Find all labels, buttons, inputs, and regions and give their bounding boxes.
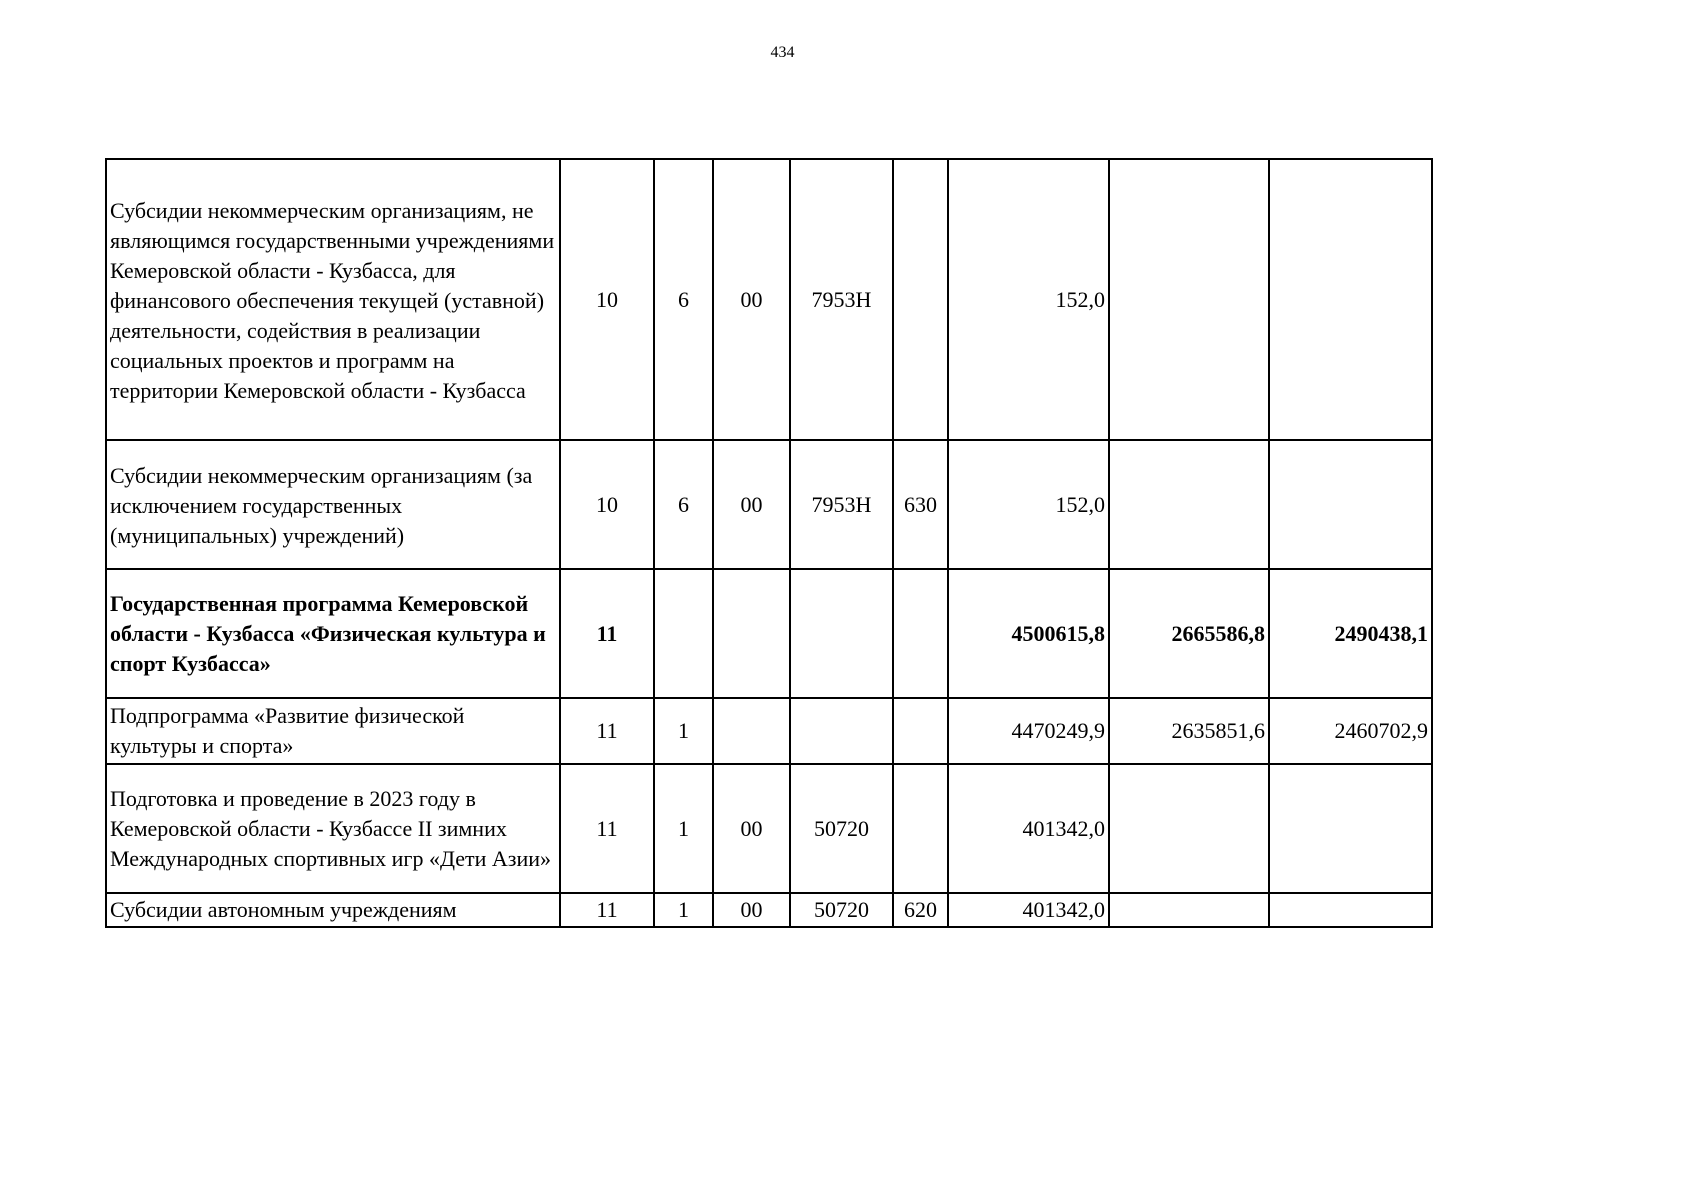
amount-2024-cell xyxy=(1109,893,1269,927)
subprogram-code-cell: 1 xyxy=(654,893,713,927)
table-row xyxy=(106,440,1432,569)
expense-code-cell xyxy=(790,569,893,698)
amount-2025-cell xyxy=(1269,159,1432,440)
page-number: 434 xyxy=(770,44,795,61)
table-row xyxy=(106,569,1432,698)
amount-2024-cell xyxy=(1109,764,1269,893)
expense-type-cell xyxy=(893,159,948,440)
program-code-cell: 11 xyxy=(560,893,654,927)
direction-code-cell: 00 xyxy=(713,159,790,440)
table-row xyxy=(106,159,1432,440)
expense-code-cell: 50720 xyxy=(790,764,893,893)
row-description: Подготовка и проведение в 2023 году в Кемеровской области - Кузбассе II зимних Международных спортивных игр «Дети Азии» xyxy=(106,764,560,893)
expense-code-cell xyxy=(790,698,893,764)
expense-type-cell: 620 xyxy=(893,893,948,927)
table-row xyxy=(106,698,1432,764)
direction-code-cell xyxy=(713,698,790,764)
subprogram-code-cell: 1 xyxy=(654,698,713,764)
row-description: Субсидии некоммерческим организациям (за исключением государственных (муниципальных) учреждений) xyxy=(106,440,560,569)
program-code-cell: 10 xyxy=(560,159,654,440)
subprogram-code-cell: 1 xyxy=(654,764,713,893)
row-description: Субсидии автономным учреждениям xyxy=(106,893,560,927)
direction-code-cell: 00 xyxy=(713,764,790,893)
row-description: Государственная программа Кемеровской области - Кузбасса «Физическая культура и спорт Кузбасса» xyxy=(106,569,560,698)
row-description: Субсидии некоммерческим организациям, не являющимся государственными учреждениями Кемеровской области - Кузбасса, для финансового обеспечения текущей (уставной) деятельности, содействия в реализации социальных проектов и программ на территории Кемеровской области - Кузбасса xyxy=(106,159,560,440)
amount-2023-cell: 152,0 xyxy=(948,440,1109,569)
direction-code-cell xyxy=(713,569,790,698)
program-code-cell: 11 xyxy=(560,569,654,698)
expense-type-cell xyxy=(893,764,948,893)
amount-2025-cell: 2460702,9 xyxy=(1269,698,1432,764)
amount-2025-cell xyxy=(1269,440,1432,569)
amount-2025-cell xyxy=(1269,893,1432,927)
program-code-cell: 11 xyxy=(560,698,654,764)
subprogram-code-cell xyxy=(654,569,713,698)
budget-table xyxy=(105,158,1433,928)
amount-2023-cell: 401342,0 xyxy=(948,893,1109,927)
amount-2024-cell xyxy=(1109,440,1269,569)
direction-code-cell: 00 xyxy=(713,893,790,927)
table-row xyxy=(106,893,1432,927)
program-code-cell: 11 xyxy=(560,764,654,893)
direction-code-cell: 00 xyxy=(713,440,790,569)
expense-code-cell: 7953Н xyxy=(790,440,893,569)
expense-code-cell: 7953Н xyxy=(790,159,893,440)
amount-2023-cell: 401342,0 xyxy=(948,764,1109,893)
subprogram-code-cell: 6 xyxy=(654,159,713,440)
amount-2025-cell: 2490438,1 xyxy=(1269,569,1432,698)
table-row xyxy=(106,764,1432,893)
amount-2023-cell: 4470249,9 xyxy=(948,698,1109,764)
expense-type-cell xyxy=(893,698,948,764)
expense-type-cell xyxy=(893,569,948,698)
subprogram-code-cell: 6 xyxy=(654,440,713,569)
amount-2023-cell: 4500615,8 xyxy=(948,569,1109,698)
amount-2024-cell: 2635851,6 xyxy=(1109,698,1269,764)
amount-2024-cell: 2665586,8 xyxy=(1109,569,1269,698)
expense-type-cell: 630 xyxy=(893,440,948,569)
row-description: Подпрограмма «Развитие физической культуры и спорта» xyxy=(106,698,560,764)
amount-2023-cell: 152,0 xyxy=(948,159,1109,440)
amount-2024-cell xyxy=(1109,159,1269,440)
amount-2025-cell xyxy=(1269,764,1432,893)
expense-code-cell: 50720 xyxy=(790,893,893,927)
program-code-cell: 10 xyxy=(560,440,654,569)
